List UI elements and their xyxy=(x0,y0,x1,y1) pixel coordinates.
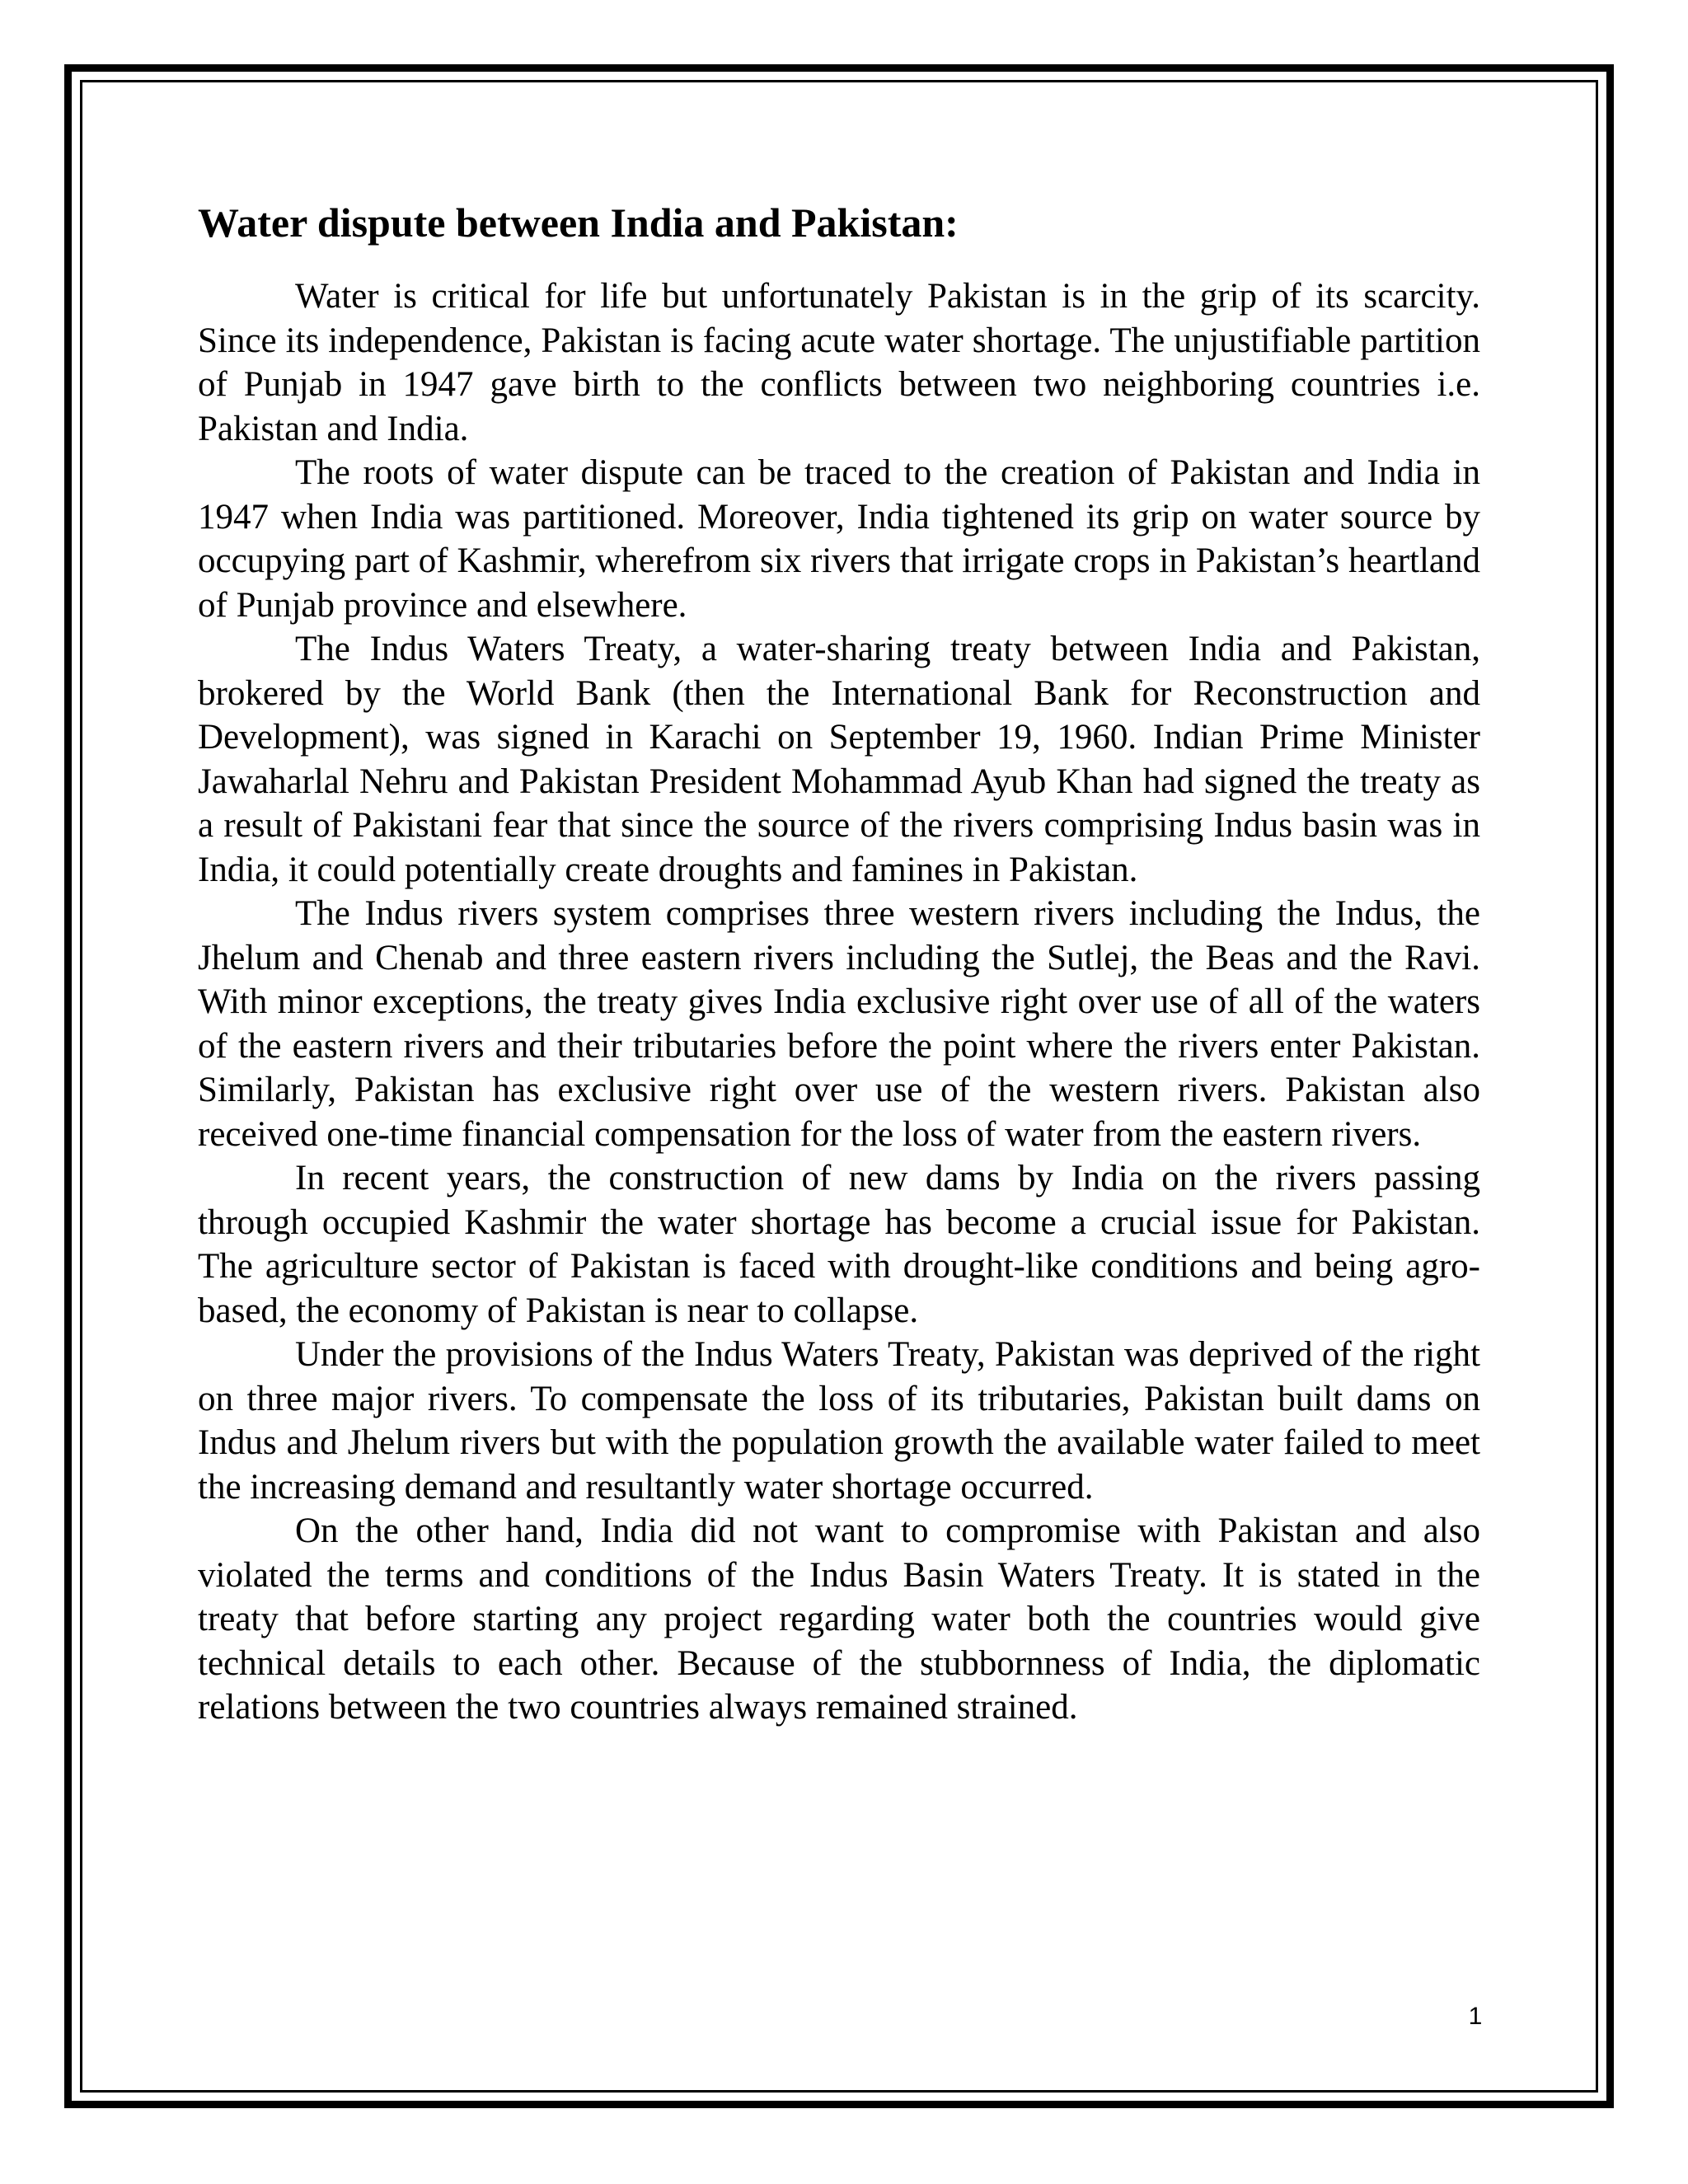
document-body xyxy=(198,194,1480,1730)
paragraph-6: Under the provisions of the Indus Waters Treaty, Pakistan was deprived of the right on three major rivers. To compensate the loss of its tributaries, Pakistan built dams on Indus and Jhelum rivers but with the population growth the available water failed to meet the increasing demand and resultantly water shortage occurred. xyxy=(198,1335,1480,1507)
paragraph-5: In recent years, the construction of new dams by India on the rivers passing through occupied Kashmir the water shortage has become a crucial issue for Pakistan. The agriculture sector of Pakistan is faced with drought-like conditions and being agro-based, the economy of Pakistan is near to collapse. xyxy=(198,1159,1480,1330)
paragraph-2: The roots of water dispute can be traced to the creation of Pakistan and India in 1947 when India was partitioned. Moreover, India tightened its grip on water source by occupying part of Kashmir, wherefrom six rivers that irrigate crops in Pakistan’s heartland of Punjab province and elsewhere. xyxy=(198,453,1480,625)
paragraph-3: The Indus Waters Treaty, a water-sharing treaty between India and Pakistan, brokered by the World Bank (then the International Bank for Reconstruction and Development), was signed in Karachi on September 19, 1960. Indian Prime Minister Jawaharlal Nehru and Pakistan President Mohammad Ayub Khan had signed the treaty as a result of Pakistani fear that since the source of the rivers comprising Indus basin was in India, it could potentially create droughts and famines in Pakistan. xyxy=(198,630,1480,889)
paragraph-7: On the other hand, India did not want to compromise with Pakistan and also violated the terms and conditions of the Indus Basin Waters Treaty. It is stated in the treaty that before starting any project regarding water both the countries would give technical details to each other. Because of the stubbornness of India, the diplomatic relations between the two countries always remained strained. xyxy=(198,1511,1480,1727)
page-number: 1 xyxy=(1468,2003,1483,2030)
paragraph-1: Water is critical for life but unfortunately Pakistan is in the grip of its scarcity. Since its independence, Pakistan is facing acute water shortage. The unjustifiable partition of Punjab in 1947 gave birth to the conflicts between two neighboring countries i.e. Pakistan and India. xyxy=(198,277,1480,448)
document-title: Water dispute between India and Pakistan: xyxy=(198,199,959,246)
paragraph-4: The Indus rivers system comprises three western rivers including the Indus, the Jhelum and Chenab and three eastern rivers including the Sutlej, the Beas and the Ravi. With minor exceptions, the treaty gives India exclusive right over use of all of the waters of the eastern rivers and their tributaries before the point where the rivers enter Pakistan. Similarly, Pakistan has exclusive right over use of the western rivers. Pakistan also received one-time financial compensation for the loss of water from the eastern rivers. xyxy=(198,894,1480,1154)
